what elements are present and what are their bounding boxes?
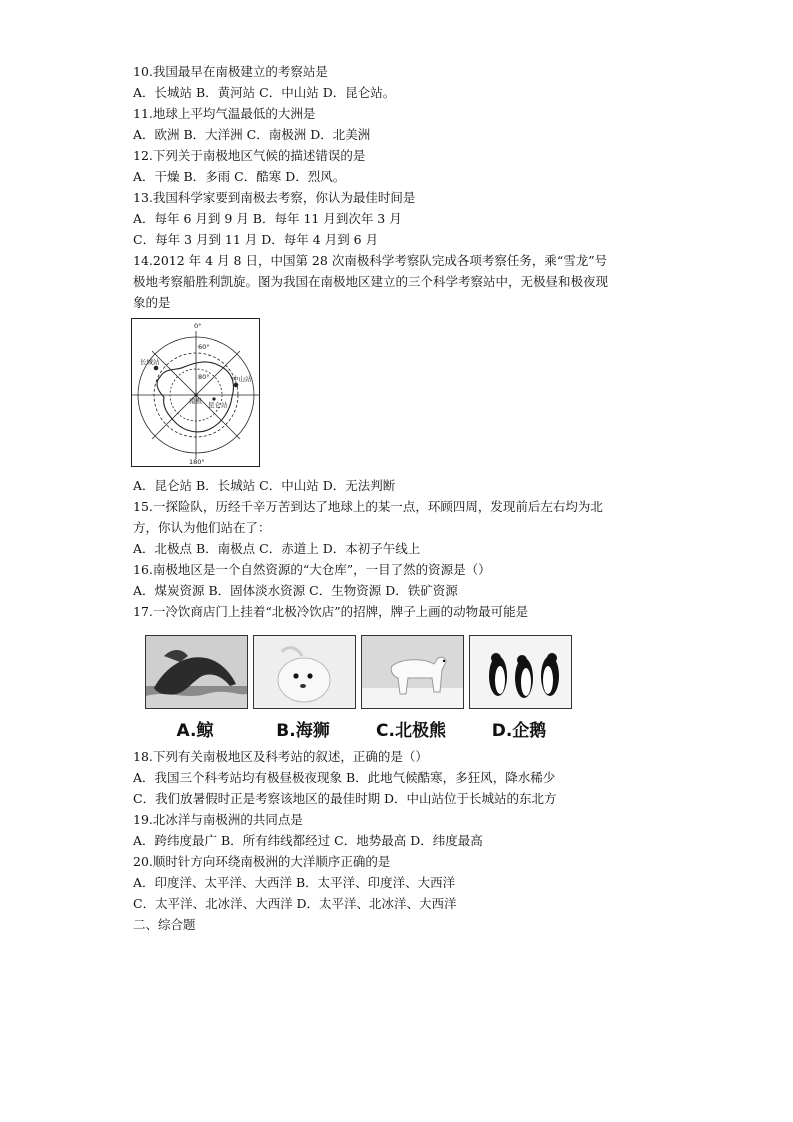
- q13-stem: 13.我国科学家要到南极去考察，你认为最佳时间是: [133, 190, 416, 205]
- q14-options: A．昆仑站 B．长城站 C．中山站 D．无法判断: [133, 478, 396, 493]
- q12-stem: 12.下列关于南极地区气候的描述错误的是: [133, 148, 366, 163]
- q14-stem-3: 象的是: [133, 295, 171, 310]
- q20-options-2: C．太平洋、北冰洋、大西洋 D．太平洋、北冰洋、大西洋: [133, 896, 457, 911]
- q14-stem-1: 14.2012 年 4 月 8 日，中国第 28 次南极科学考察队完成各项考察任务，乘“雪龙”号: [133, 253, 608, 268]
- penguins-image: [469, 635, 572, 709]
- q10-stem: 10.我国最早在南极建立的考察站是: [133, 64, 328, 79]
- zhongshan-station-dot: [234, 383, 239, 388]
- q15-options: A．北极点 B．南极点 C．赤道上 D．本初子午线上: [133, 541, 421, 556]
- q18-stem: 18.下列有关南极地区及科考站的叙述，正确的是（）: [133, 749, 428, 764]
- q10-options: A．长城站 B．黄河站 C．中山站 D．昆仑站。: [133, 85, 396, 100]
- q11-stem: 11.地球上平均气温最低的大洲是: [133, 106, 316, 121]
- q18-options-1: A．我国三个科考站均有极昼极夜现象 B．此地气候酷寒，多狂风，降水稀少: [133, 770, 556, 785]
- q20-options-1: A．印度洋、太平洋、大西洋 B．太平洋、印度洋、大西洋: [133, 875, 456, 890]
- caption-whale: A.鲸: [176, 721, 214, 741]
- q13-options-2: C．每年 3 月到 11 月 D．每年 4 月到 6 月: [133, 232, 379, 247]
- label-south-pole: 南极: [189, 397, 202, 405]
- seal-image: [253, 635, 356, 709]
- label-80-degree: 80°: [198, 373, 210, 381]
- label-changcheng-station: 长城站: [140, 358, 160, 366]
- q13-options-1: A．每年 6 月到 9 月 B．每年 11 月到次年 3 月: [133, 211, 402, 226]
- caption-polar-bear: C.北极熊: [376, 721, 446, 741]
- q19-stem: 19.北冰洋与南极洲的共同点是: [133, 812, 303, 827]
- section-2-heading: 二、综合题: [133, 917, 196, 932]
- q19-options: A．跨纬度最广 B．所有纬线都经过 C．地势最高 D．纬度最高: [133, 833, 483, 848]
- label-0-degree: 0°: [194, 322, 202, 330]
- label-kunlun-station: 昆仑站: [208, 401, 228, 409]
- q11-options: A．欧洲 B．大洋洲 C．南极洲 D．北美洲: [133, 127, 371, 142]
- q12-options: A．干燥 B．多雨 C．酷寒 D．烈风。: [133, 169, 346, 184]
- q14-stem-2: 极地考察船胜利凯旋。图为我国在南极地区建立的三个科学考察站中，无极昼和极夜现: [133, 274, 609, 289]
- q20-stem: 20.顺时针方向环绕南极洲的大洋顺序正确的是: [133, 854, 391, 869]
- label-zhongshan-station: 中山站: [232, 375, 252, 383]
- q15-stem-1: 15.一探险队，历经千辛万苦到达了地球上的某一点，环顾四周，发现前后左右均为北: [133, 499, 603, 514]
- whale-image: [145, 635, 248, 709]
- q15-stem-2: 方，你认为他们站在了：: [133, 520, 271, 535]
- label-60-degree: 60°: [198, 343, 210, 351]
- caption-penguins: D.企鹅: [491, 721, 547, 741]
- label-180-degree: 180°: [189, 458, 205, 466]
- polar-bear-image: [361, 635, 464, 709]
- q18-options-2: C．我们放暑假时正是考察该地区的最佳时期 D．中山站位于长城站的东北方: [133, 791, 557, 806]
- q16-stem: 16.南极地区是一个自然资源的“大仓库”，一目了然的资源是（）: [133, 562, 491, 577]
- caption-seal: B.海狮: [276, 721, 330, 741]
- q17-stem: 17.一冷饮商店门上挂着“北极冷饮店”的招牌，牌子上画的动物最可能是: [133, 604, 529, 619]
- changcheng-station-dot: [154, 366, 159, 371]
- q16-options: A．煤炭资源 B．固体淡水资源 C．生物资源 D．铁矿资源: [133, 583, 458, 598]
- antarctica-stations-map: [131, 318, 260, 467]
